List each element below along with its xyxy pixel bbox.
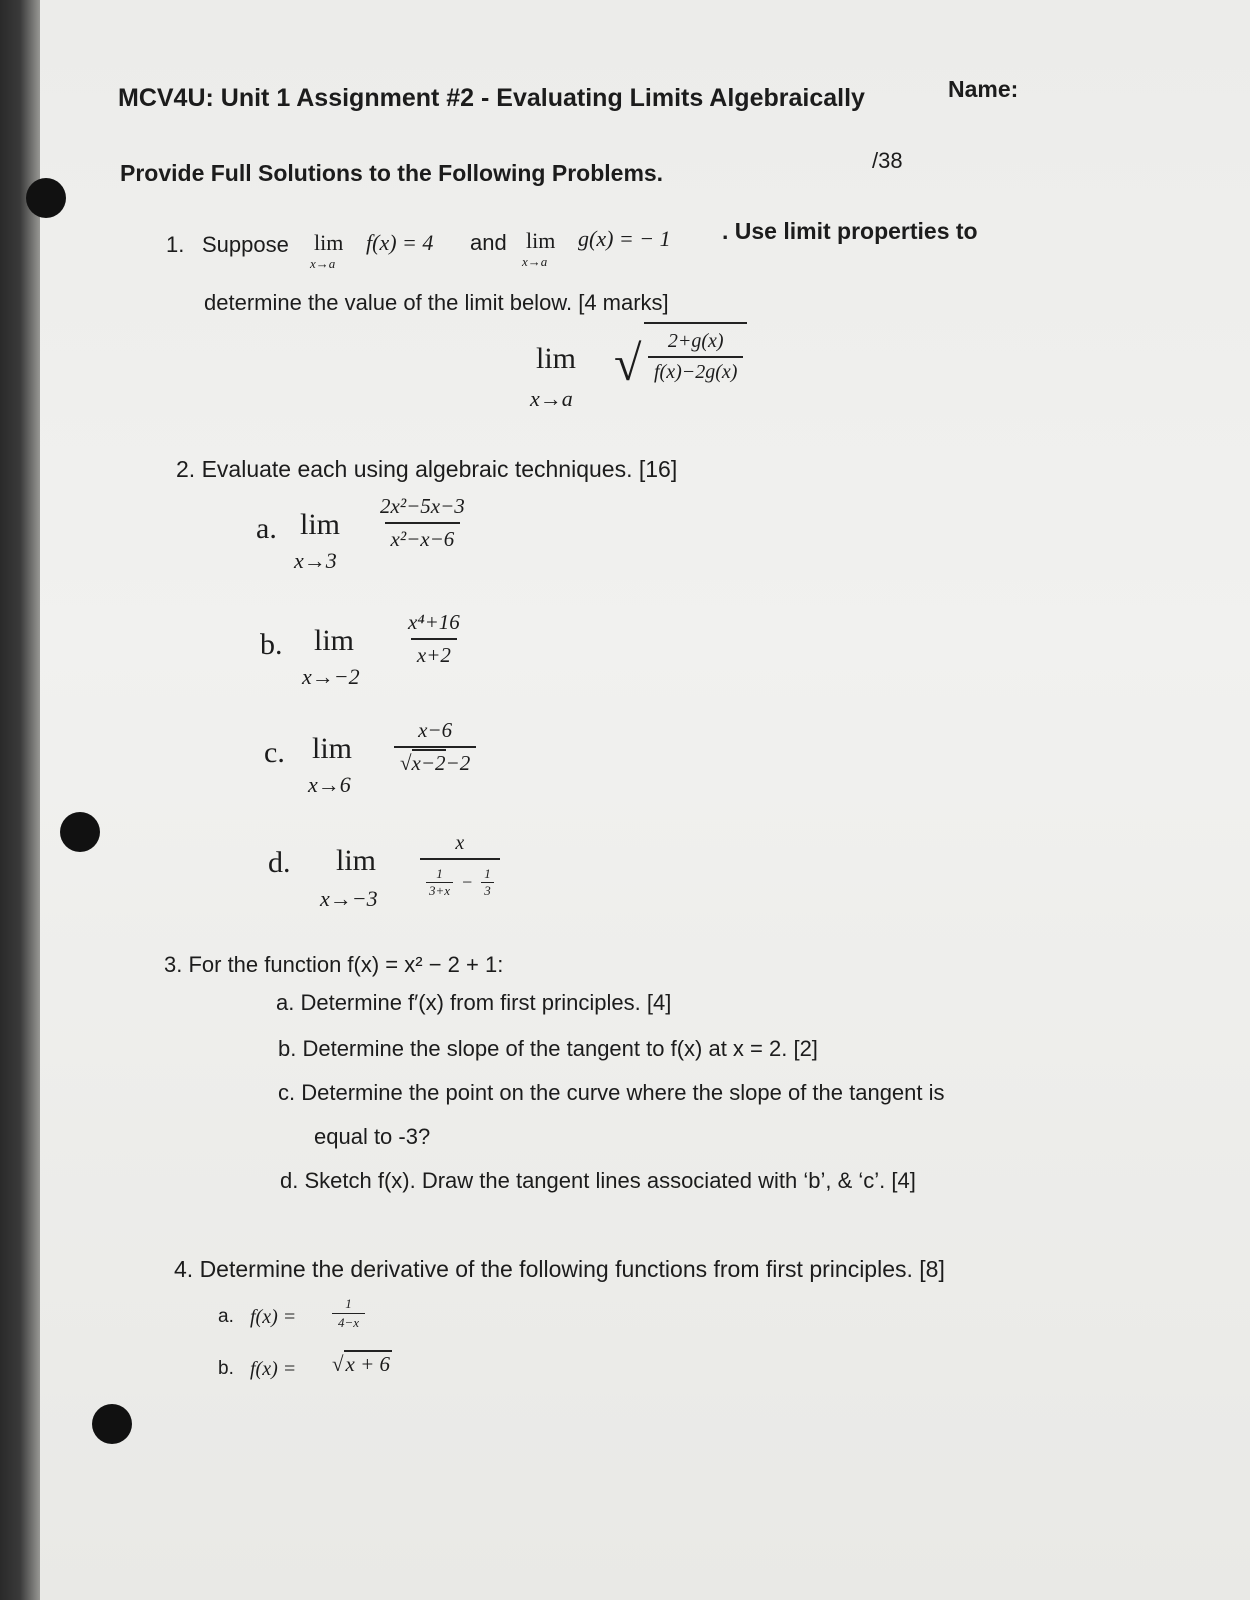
binder-hole-top [26,178,66,218]
q2a-fraction [374,494,471,552]
q1-tail: . Use limit properties to [722,218,978,244]
page-title: MCV4U: Unit 1 Assignment #2 - Evaluating Limits Algebraically [118,84,865,112]
lim-word: lim [300,508,341,541]
fraction-denominator: 4−x [332,1313,365,1331]
q3-part-b: b. Determine the slope of the tangent to f(x) at x = 2. [2] [278,1036,818,1061]
fraction-numerator: x⁴+16 [408,610,460,634]
q2b-lim [302,624,360,690]
q2c-label: c. [264,736,285,769]
lim-subscript: x→a [522,254,548,269]
q2b-fraction [402,610,466,668]
q1-and: and [470,230,507,255]
q2d-label: d. [268,846,291,879]
q1-f-expr: f(x) = 4 [366,230,434,255]
fraction-denominator: x+2 [411,638,457,668]
fraction-numerator: x−6 [418,718,453,742]
q2c-lim [308,732,353,798]
binder-hole-bottom [92,1404,132,1444]
fraction-numerator: 2x²−5x−3 [380,494,465,518]
q3-part-d: d. Sketch f(x). Draw the tangent lines associated with ‘b’, & ‘c’. [4] [280,1168,916,1193]
fraction-numerator: 2+g(x) [667,330,724,352]
lim-word: lim [314,230,344,255]
q3-part-a: a. Determine f′(x) from first principles. [4] [276,990,672,1015]
lim-subscript: x→6 [308,772,351,797]
q2d-lim [320,844,378,912]
total-marks: /38 [872,148,903,173]
worksheet-page [40,0,1250,1600]
q2d-fraction [420,832,500,899]
q1-lim-f [310,230,344,272]
q2a-label: a. [256,512,277,545]
q1-radicand-fraction [644,322,747,384]
q4a-label: a. [218,1306,234,1327]
inner-fraction-2: $\frac{1}{3}$ [481,866,494,899]
q2a-lim [294,508,341,574]
fraction-numerator: x [455,832,465,854]
lim-subscript: x→−3 [320,886,378,911]
q1-lim-g [522,228,556,270]
lim-word: lim [336,844,377,877]
q3-intro: 3. For the function f(x) = x² − 2 + 1: [164,952,504,977]
q4b-label: b. [218,1358,234,1379]
q3-part-c-line1: c. Determine the point on the curve where the slope of the tangent is [278,1080,945,1105]
denominator-tail: −2 [445,751,471,775]
radicand: x + 6 [345,1352,391,1376]
q4b-lhs: f(x) = [250,1358,297,1380]
lim-subscript: x→a [310,256,336,271]
lim-word: lim [314,624,355,657]
q1-main-lim [530,342,577,412]
instructions: Provide Full Solutions to the Following Problems. [120,160,664,186]
q1-suppose: Suppose [202,232,289,257]
q4a-lhs: f(x) = [250,1306,297,1328]
minus-sign: − [461,872,474,892]
q3-part-c-line2: equal to -3? [314,1124,431,1149]
lim-word: lim [536,342,577,375]
q1-line2: determine the value of the limit below. [4 marks] [204,290,669,315]
q2-intro: 2. Evaluate each using algebraic techniques. [16] [176,456,678,482]
binder-hole-middle [60,812,100,852]
lim-subscript: x→a [530,386,573,411]
q2b-label: b. [260,628,283,661]
inner-fraction-1: 1 3+x [426,866,453,899]
lim-subscript: x→3 [294,548,337,573]
q1-g-expr: g(x) = − 1 [578,226,671,251]
q4-intro: 4. Determine the derivative of the following functions from first principles. [8] [174,1256,945,1282]
lim-subscript: x→−2 [302,664,360,689]
fraction-denominator: f(x)−2g(x) [648,356,743,384]
q4b-root: √x + 6 [332,1352,391,1376]
lim-word: lim [312,732,353,765]
fraction-numerator: 1 [345,1296,352,1311]
fraction-denominator: x²−x−6 [385,522,461,552]
q2c-fraction [394,718,476,776]
lim-word: lim [526,228,556,253]
q1-number: 1. [166,232,185,257]
q1-sqrt-sign: √ [614,335,642,391]
fraction-denominator: √x−2−2 [394,746,476,776]
radicand: x−2 [411,751,446,775]
q4a-fraction [332,1296,365,1331]
fraction-denominator [420,858,500,899]
name-label: Name: [948,76,1019,102]
